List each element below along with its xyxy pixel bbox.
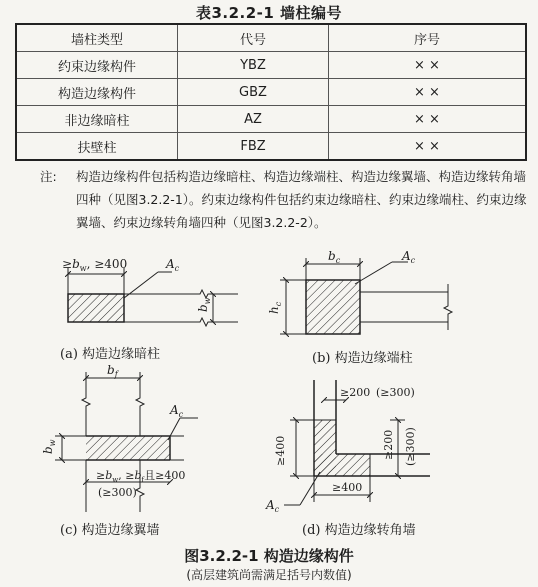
fig-d-dim-top2: (≥300) [376, 386, 415, 399]
fig-b-area-label: $A_c$ [402, 250, 416, 265]
edge-member-figures [0, 250, 538, 545]
fig-a-caption: (a) 构造边缘暗柱 [60, 347, 161, 362]
table-cell: × × [329, 79, 527, 106]
note-text: 构造边缘构件包括构造边缘暗柱、构造边缘端柱、构造边缘翼墙、构造边缘转角墙四种（见图3.2.2-1）。约束边缘构件包括约束边缘暗柱、约束边缘端柱、约束边缘翼墙、约束边缘转角墙四种（见图3.2.2-2）。 [76, 169, 527, 230]
fig-d-dim-right2: (≥300) [404, 427, 417, 466]
fig-b-dim-side: $h_c$ [267, 301, 283, 314]
fig-c-dim-bottom: $\ge b_w$, $\ge b_f$且≥400 [96, 469, 186, 484]
table-note [40, 165, 528, 234]
table-title: 表3.2.2-1 墙柱编号 [195, 4, 343, 22]
table-cell: 扶壁柱 [16, 133, 178, 161]
table-cell: AZ [178, 106, 329, 133]
figure-b-end-column [280, 258, 452, 334]
fig-b-caption: (b) 构造边缘端柱 [312, 351, 413, 366]
fig-d-caption: (d) 构造边缘转角墙 [302, 523, 416, 538]
fig-c-area-label: $A_c$ [170, 403, 184, 419]
table-cell: YBZ [178, 52, 329, 79]
fig-d-dim-right1: ≥200 [382, 429, 395, 460]
table-header-row [16, 24, 526, 52]
header-cell: 墙柱类型 [16, 24, 178, 52]
table-row [16, 133, 526, 161]
fig-d-dim-bottom: ≥400 [332, 481, 363, 494]
figure-a-hidden-column [68, 268, 238, 326]
header-cell: 代号 [178, 24, 329, 52]
table-cell: × × [329, 106, 527, 133]
table-cell: 非边缘暗柱 [16, 106, 178, 133]
fig-a-dim-top: $\ge b_w$, ≥400 [62, 257, 128, 273]
fig-d-dim-top1: ≥200 [340, 386, 371, 399]
table-cell: 约束边缘构件 [16, 52, 178, 79]
fig-c-dim-bottom-paren: (≥300) [98, 486, 137, 499]
table-row [16, 106, 526, 133]
fig-c-dim-side: $b_w$ [41, 439, 57, 454]
table-cell: × × [329, 133, 527, 161]
header-cell: 序号 [329, 24, 527, 52]
fig-a-dim-side: $b_w$ [196, 297, 212, 312]
table-cell: FBZ [178, 133, 329, 161]
fig-c-caption: (c) 构造边缘翼墙 [60, 523, 160, 538]
table-cell: × × [329, 52, 527, 79]
figure-subtitle: (高层建筑尚需满足括号内数值) [186, 568, 352, 582]
table-row [16, 79, 526, 106]
table-row [16, 52, 526, 79]
table-cell: 构造边缘构件 [16, 79, 178, 106]
fig-a-area-label: $A_c$ [166, 257, 180, 273]
fig-d-area-label: $A_c$ [266, 498, 280, 514]
fig-c-dim-top: $b_f$ [107, 363, 118, 379]
wall-column-table [15, 23, 527, 161]
note-lead: 注: [40, 169, 57, 184]
figure-title: 图3.2.2-1 构造边缘构件 [184, 547, 354, 565]
fig-d-dim-left: ≥400 [274, 435, 287, 466]
fig-b-dim-top: $b_c$ [328, 250, 341, 265]
table-cell: GBZ [178, 79, 329, 106]
